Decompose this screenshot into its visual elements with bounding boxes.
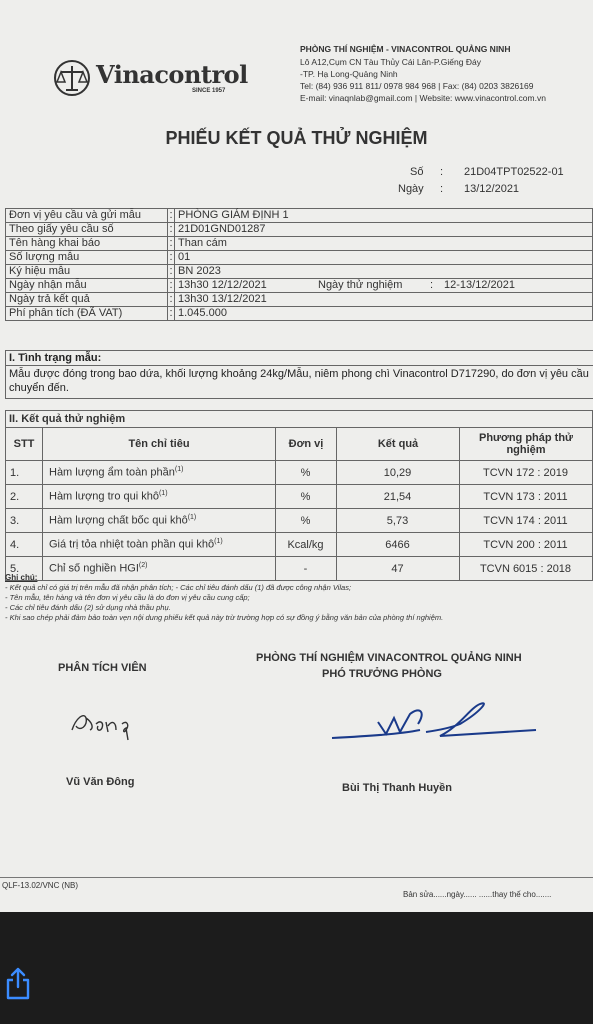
info-value: PHÒNG GIÁM ĐỊNH 1 [175,209,593,223]
deputy-signature-icon [330,690,550,750]
info-label: Ký hiệu mẫu [6,265,168,279]
result-unit: - [276,557,337,581]
ngay-colon: : [440,183,444,195]
info-row [6,279,593,293]
lab-email: E-mail: vinaqnlab@gmail.com | Website: www.vinacontrol.com.vn [300,93,546,103]
footer-divider [0,877,593,878]
col-name: Tên chỉ tiêu [43,428,276,461]
info-row [6,293,593,307]
info-colon: : [169,279,173,291]
share-icon[interactable] [4,965,32,1001]
sample-condition-section [5,350,593,399]
result-value: 21,54 [337,485,460,509]
test-date-colon: : [430,279,434,291]
note-line: - Khi sao chép phải đảm bảo toàn vẹn nội dung phiếu kết quả này trừ trường hợp có sự đồng ý bằng văn bản của phòng thí nghiệm. [5,613,444,622]
sample-condition-text: Mẫu được đóng trong bao dứa, khối lượng khoảng 24kg/Mẫu, niêm phong chì Vinacontrol D717290, do đơn vị yêu cầu chuyển đến. [9,368,589,394]
lab-address-2: -TP. Hạ Long-Quảng Ninh [300,69,398,79]
note-line: - Kết quả chỉ có giá trị trên mẫu đã nhận phân tích; - Các chỉ tiêu đánh dấu (1) đã được công nhận Vilas; [5,583,352,592]
test-results-table [5,410,593,581]
result-name [43,533,276,557]
info-colon: : [169,237,173,249]
info-value: 01 [175,251,593,265]
info-colon: : [169,265,173,277]
notes-heading: Ghi chú: [5,573,38,582]
info-label: Ngày trả kết quả [6,293,168,307]
result-stt: 3. [6,509,43,533]
result-row [6,485,593,509]
notes [5,573,593,623]
result-unit: % [276,461,337,485]
result-stt: 2. [6,485,43,509]
result-method: TCVN 173 : 2011 [460,485,593,509]
info-row [6,237,593,251]
vinacontrol-logo [52,58,252,102]
document-title: PHIẾU KẾT QUẢ THỬ NGHIỆM [165,128,428,148]
result-row [6,509,593,533]
result-method: TCVN 200 : 2011 [460,533,593,557]
info-value: 21D01GND01287 [175,223,593,237]
lab-name: PHÒNG THÍ NGHIỆM - VINACONTROL QUẢNG NINH [300,44,511,54]
info-colon: : [169,209,173,221]
info-colon: : [169,251,173,263]
result-name-text: Hàm lượng chất bốc qui khô [49,514,188,527]
result-name-text: Giá trị tỏa nhiệt toàn phần qui khô [49,538,215,551]
note-line: - Các chỉ tiêu đánh dấu (2) sử dụng nhà thầu phụ. [5,603,171,612]
result-name [43,461,276,485]
info-label: Phí phân tích (ĐÃ VAT) [6,307,168,321]
info-colon: : [169,307,173,319]
info-row [6,223,593,237]
test-date-value: 12-13/12/2021 [444,279,515,291]
sample-condition-heading: I. Tình trạng mẫu: [6,351,593,366]
result-name-footnote: (1) [187,514,197,522]
info-value [175,279,593,293]
result-unit: % [276,485,337,509]
result-row [6,461,593,485]
col-method: Phương pháp thử nghiệm [460,428,593,461]
result-name [43,509,276,533]
result-name-text: Hàm lượng tro qui khô [49,490,159,503]
info-value: Than cám [175,237,593,251]
info-label: Ngày nhận mẫu [6,279,168,293]
ngay-label: Ngày [398,183,424,195]
info-colon: : [169,223,173,235]
col-result: Kết quả [337,428,460,461]
analyst-name: Vũ Văn Đông [66,776,135,788]
lab-title: PHÒNG THÍ NGHIỆM VINACONTROL QUẢNG NINH [256,652,522,664]
test-date-label: Ngày thử nghiệm [318,279,403,291]
test-results-heading: II. Kết quả thử nghiệm [6,411,593,428]
info-label: Số lượng mẫu [6,251,168,265]
result-name [43,485,276,509]
result-name-text: Hàm lượng ẩm toàn phần [49,466,175,479]
so-label: Số [410,166,424,178]
analyst-signature-icon [66,700,146,750]
info-label: Tên hàng khai báo [6,237,168,251]
result-name-footnote: (1) [174,466,184,474]
result-name-footnote: (1) [158,490,168,498]
col-stt: STT [6,428,43,461]
ngay-value: 13/12/2021 [464,183,520,195]
info-row [6,265,593,279]
so-value: 21D04TPT02522-01 [464,166,564,178]
logo-wordmark: Vinacontrol [96,60,248,89]
result-value: 6466 [337,533,460,557]
result-name-footnote: (2) [138,562,148,570]
info-label: Đơn vị yêu cầu và gửi mẫu [6,209,168,223]
result-unit: Kcal/kg [276,533,337,557]
deputy-name: Bùi Thị Thanh Huyền [342,782,452,794]
result-value: 47 [337,557,460,581]
result-value: 10,29 [337,461,460,485]
result-name-text: Chỉ số nghiền HGI [49,562,139,575]
so-colon: : [440,166,444,178]
scales-logo-icon [52,58,92,98]
bottom-toolbar [0,912,593,1024]
logo-since: SINCE 1957 [192,88,226,94]
analyst-title: PHÂN TÍCH VIÊN [58,662,147,674]
revision-line: Bản sửa......ngày...... ......thay thế cho....... [403,890,552,899]
result-row [6,533,593,557]
info-colon: : [169,293,173,305]
col-unit: Đơn vị [276,428,337,461]
sample-info-table [5,208,593,321]
info-row [6,251,593,265]
result-stt: 1. [6,461,43,485]
deputy-title: PHÓ TRƯỞNG PHÒNG [322,668,442,680]
info-value: 1.045.000 [175,307,593,321]
result-method: TCVN 6015 : 2018 [460,557,593,581]
info-value-main: 13h30 12/12/2021 [178,279,267,291]
result-unit: % [276,509,337,533]
lab-address-1: Lô A12,Cụm CN Tàu Thủy Cái Lân-P.Giếng Đáy [300,57,481,67]
result-value: 5,73 [337,509,460,533]
result-stt: 4. [6,533,43,557]
result-stt: 5. [6,557,43,581]
result-method: TCVN 172 : 2019 [460,461,593,485]
info-value: BN 2023 [175,265,593,279]
lab-tel: Tel: (84) 936 911 811/ 0978 984 968 | Fax: (84) 0203 3826169 [300,81,534,91]
info-row [6,307,593,321]
info-row [6,209,593,223]
info-label: Theo giấy yêu cầu số [6,223,168,237]
result-method: TCVN 174 : 2011 [460,509,593,533]
form-code: QLF-13.02/VNC (NB) [2,881,79,890]
info-value: 13h30 13/12/2021 [175,293,593,307]
result-name-footnote: (1) [214,538,223,546]
note-line: - Tên mẫu, tên hàng và tên đơn vị yêu cầu là do đơn vị yêu cầu cung cấp; [5,593,250,602]
